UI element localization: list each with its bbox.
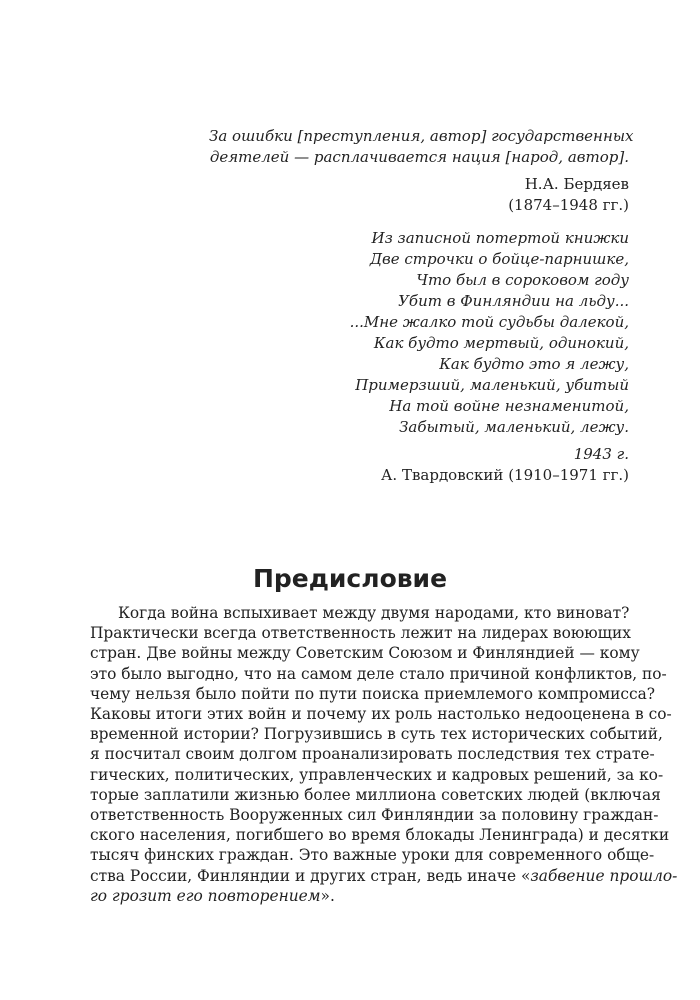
epigraph-author-years: (1874–1948 гг.)	[508, 196, 629, 214]
poem-line: Из записной потертой книжки	[371, 229, 629, 247]
poem-line: ...Мне жалко той судьбы далекой,	[349, 313, 629, 331]
body-line: я посчитал своим долгом проанализировать последствия тех страте-	[90, 745, 655, 764]
poem-line: Что был в сороковом году	[416, 271, 629, 289]
epigraph-line: За ошибки [преступления, автор] государственных	[209, 127, 634, 145]
body-line: Когда война вспыхивает между двумя народами, кто виноват?	[118, 604, 630, 622]
body-line: гических, политических, управленческих и кадровых решений, за ко-	[90, 765, 664, 784]
body-line-text: ».	[320, 886, 335, 905]
poem-line: На той войне незнаменитой,	[389, 397, 629, 415]
body-line	[90, 866, 678, 886]
poem-date: 1943 г.	[573, 445, 629, 463]
body-line: ского населения, погибшего во время блокады Ленинграда) и десятки	[90, 826, 670, 845]
preface-paragraph	[90, 603, 678, 906]
body-line: стран. Две войны между Советским Союзом и Финляндией — кому	[90, 644, 640, 663]
body-line: Каковы итоги этих войн и почему их роль настолько недооценена в со-	[90, 705, 672, 724]
body-line: торые заплатили жизнью более миллиона советских людей (включая	[90, 785, 661, 804]
italic-quote-part: го грозит его повторением	[90, 886, 321, 905]
epigraph-author: Н.А. Бердяев	[524, 175, 629, 193]
epigraph-tvardovsky-poem	[209, 228, 629, 486]
poem-line: Примерзший, маленький, убитый	[355, 376, 629, 394]
poem-line: Убит в Финляндии на льду...	[398, 292, 629, 310]
body-line: чему нельзя было пойти по пути поиска приемлемого компромисса?	[90, 684, 656, 703]
epigraph-line: деятелей — расплачивается нация [народ, автор].	[209, 148, 629, 166]
section-heading: Предисловие	[252, 564, 448, 593]
body-line: временной истории? Погрузившись в суть тех исторических событий,	[90, 725, 663, 744]
body-line: ответственность Вооруженных сил Финляндии за половину граждан-	[90, 806, 659, 825]
poem-line: Забытый, маленький, лежу.	[399, 418, 629, 436]
body-line: тысяч финских граждан. Это важные уроки для современного обще-	[90, 846, 655, 865]
body-line: Практически всегда ответственность лежит на лидерах воюющих	[90, 624, 631, 643]
body-line-text: ства России, Финляндии и других стран, ведь иначе «	[90, 866, 531, 885]
poem-line: Как будто мертвый, одинокий,	[373, 334, 629, 352]
italic-quote-part: забвение прошло-	[530, 866, 678, 885]
body-line: это было выгодно, что на самом деле стало причиной конфликтов, по-	[90, 664, 667, 683]
poem-line: Как будто это я лежу,	[439, 355, 629, 373]
poem-author: А. Твардовский (1910–1971 гг.)	[381, 466, 629, 484]
poem-line: Две строчки о бойце-парнишке,	[369, 250, 629, 268]
body-line	[90, 886, 628, 906]
epigraph-berdyaev	[209, 126, 634, 216]
